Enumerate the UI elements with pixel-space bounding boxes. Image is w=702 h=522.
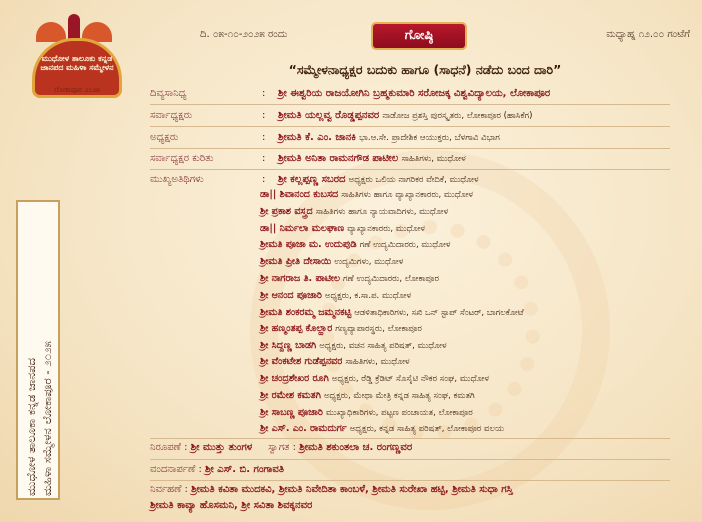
row-desc: ಭಾ.ಆ.ಸೇ. ಪ್ರಾದೇಶಿಕ ಆಯುಕ್ತರು, ಬೆಳಗಾವಿ ವಿಭಾಗ	[359, 133, 500, 143]
header-strip	[160, 26, 690, 48]
guest-item: ಡಾ|| ನಿರ್ಮಲಾ ಮಲಘಾಣ ವ್ಯಾಖ್ಯಾನಕಾರರು, ಮುಧೋಳ	[260, 223, 425, 234]
guest-item: ಶ್ರೀ ಹಣ್ಮಂತಪ್ಪ ಕೊಲ್ಹಾರ ಗಣ್ಯವ್ಯಾಪಾರಸ್ಥರು, ಲೋಕಾಪೂರ	[260, 323, 422, 334]
divider	[150, 459, 670, 460]
guest-item: ಶ್ರೀಮತಿ ಪೂಜಾ ಮ. ಉದುಪುಡಿ ಗಣೆ ಉದ್ಯಮಿದಾರರು, ಮುಧೋಳ	[260, 239, 451, 250]
guest-item: ಶ್ರೀಮತಿ ಶಂಕರಮ್ಮ ಜಮ್ಮನಕಟ್ಟಿ ಆಡಳಿತಾಧಿಕಾರಿಗಳು, ಸಖಿ ಒನ್ ಸ್ಟಾಪ್ ಸೆಂಟರ್, ಬಾಗಲಕೋಟೆ	[260, 307, 524, 318]
row-nirvahane: ನಿರ್ವಹಣೆ : ಶ್ರೀಮತಿ ಕವಿತಾ ಮುದಕವಿ, ಶ್ರೀಮತಿ ನಿವೇದಿತಾ ಕಾಂಬಳೆ, ಶ್ರೀಮತಿ ಸುರೇಖಾ ಹಟ್ಟಿ, ಶ್ರೀಮತಿ ಸುಧಾ ಗಸ್ತಿ	[150, 484, 513, 495]
vertical-line-2: ಮಹಿಳಾ ಸಮ್ಮೇಳನ ಲೋಕಾಪೂರ - ೨೦೨೫	[40, 341, 54, 496]
vandane-name: ಶ್ರೀ ಎಸ್. ಬಿ. ಗಂಗಾವತಿ	[205, 464, 285, 475]
row-name: ಶ್ರೀ ಕಲ್ಲಪ್ಪಣ್ಣ ಸಬರದ	[278, 174, 346, 185]
session-title: “ಸಮ್ಮೇಳನಾಧ್ಯಕ್ಷರ ಬದುಕು ಹಾಗೂ (ಸಾಧನೆ) ನಡೆದು ಬಂದ ದಾರಿ”	[288, 62, 562, 77]
divider	[150, 148, 670, 149]
row-label: ದಿವ್ಯಸಾನಿಧ್ಯ	[150, 88, 187, 99]
guest-item: ಶ್ರೀ ವೆಂಕಟೇಶ ಗುಡೆಪ್ಪನವರ ಸಾಹಿತಿಗಳು, ಮುಧೋಳ	[260, 356, 410, 367]
invitation-page: ಮುಧೋಳ ತಾಲೂಕು ಕನ್ನಡ ಜಾನಪದ ಮಹಿಳಾ ಸಮ್ಮೇಳನ ಲೋಕಾಪೂರ ೨೦೨೫ ಮುಧೋಳ ತಾಲೂಕಾ ಕನ್ನಡ ಜಾನಪದ ಮಹಿಳಾ ಸಮ್ಮೇಳನ ಲೋಕಾಪೂರ - ೨೦೨೫ ದಿ. ೦೫-೧೦-೨೦೨೫ ರಂದು ಗೋಷ್ಠಿ ಮಧ್ಯಾಹ್ನ ೧೨.೦೦ ಗಂಟೆಗೆ “ಸಮ್ಮೇಳನಾಧ್ಯಕ್ಷರ ಬದುಕು ಹಾಗೂ (ಸಾಧನೆ) ನಡೆದು ಬಂದ ದಾರಿ” ದಿವ್ಯಸಾನಿಧ್ಯ : ಶ್ರೀ ಈಶ್ವರಿಯ ರಾಜಯೋಗಿನಿ ಬ್ರಹ್ಮಕುಮಾರಿ ಸರೋಜಕ್ಕ ವಿಶ್ವವಿದ್ಯಾಲಯ, ಲೋಕಾಪೂರ ಸರ್ವಾಧ್ಯಕ್ಷರು : ಶ್ರೀಮತಿ ಯಲ್ಲವ್ವ ರೊಡ್ಡಪ್ಪನವರ ನಾಡೋಜ ಪ್ರಶಸ್ತಿ ಪುರಸ್ಕೃತರು, ಲೋಕಾಪೂರ (ಹಾಸಿಕೆಗ) ಅಧ್ಯಕ್ಷರು : ಶ್ರೀಮತಿ ಕೆ. ಎಂ. ಜಾನಕಿ ಭಾ.ಆ.ಸೇ. ಪ್ರಾದೇಶಿಕ ಆಯುಕ್ತರು, ಬೆಳಗಾವಿ ವಿಭಾಗ ಸರ್ವಾಧ್ಯಕ್ಷರ ಕುರಿತು : ಶ್ರೀಮತಿ ಅನಿತಾ ರಾಮನಗೌಡ ಪಾಟೀಲ ಸಾಹಿತಿಗಳು, ಮುಧೋಳ ಮುಖ್ಯಅತಿಥಿಗಳು : ಶ್ರೀ ಕಲ್ಲಪ್ಪಣ್ಣ ಸಬರದ ಅಧ್ಯಕ್ಷರು ಒಲಿಯ ನಾಗರಿಕರ ವೇದಿಕೆ, ಮುಧೋಳ ಡಾ|| ಶಿವಾನಂದ ಕುಬಸದ ಸಾಹಿತಿಗಳು ಹಾಗೂ ವ್ಯಾಖ್ಯಾನಕಾರರು, ಮುಧೋಳ ಶ್ರೀ ಪ್ರಕಾಶ ವಸ್ತ್ರದ ಸಾಹಿತಿಗಳು ಹಾಗೂ ನ್ಯಾಯವಾದಿಗಳು, ಮುಧೋಳ ಡಾ|| ನಿರ್ಮಲಾ ಮಲಘಾಣ ವ್ಯಾಖ್ಯಾನಕಾರರು, ಮುಧೋಳ ಶ್ರೀಮತಿ ಪೂಜಾ ಮ. ಉದುಪುಡಿ ಗಣೆ ಉದ್ಯಮಿದಾರರು, ಮುಧೋಳ ಶ್ರೀಮತಿ ಪ್ರೀತಿ ದೇಸಾಯಿ ಉದ್ಯಮಿಗಳು, ಮುಧೋಳ ಶ್ರೀ ನಾಗರಾಜ ತಿ. ಪಾಟೀಲ ಗಣೆ ಉದ್ಯಮಿದಾರರು, ಲೋಕಾಪೂರ ಶ್ರೀ ಆನಂದ ಪೂಜಾರಿ ಅಧ್ಯಕ್ಷರು, ಕ.ಸಾ.ಪ. ಮುಧೋಳ ಶ್ರೀಮತಿ ಶಂಕರಮ್ಮ ಜಮ್ಮನಕಟ್ಟಿ ಆಡಳಿತಾಧಿಕಾರಿಗಳು, ಸಖಿ ಒನ್ ಸ್ಟಾಪ್ ಸೆಂಟರ್, ಬಾಗಲಕೋಟೆ ಶ್ರೀ ಹಣ್ಮಂತಪ್ಪ ಕೊಲ್ಹಾರ ಗಣ್ಯವ್ಯಾಪಾರಸ್ಥರು, ಲೋಕಾಪೂರ ಶ್ರೀ ಸಿದ್ದಣ್ಣ ಬಾಡಗಿ ಅಧ್ಯಕ್ಷರು, ವಚನ ಸಾಹಿತ್ಯ ಪರಿಷತ್, ಮುಧೋಳ ಶ್ರೀ ವೆಂಕಟೇಶ ಗುಡೆಪ್ಪನವರ ಸಾಹಿತಿಗಳು, ಮುಧೋಳ ಶ್ರೀ ಚಂದ್ರಶೇಖರ ರೂಗಿ ಅಧ್ಯಕ್ಷರು, ರೆಡ್ಡಿ ಕ್ರೆಡಿಟ್ ಸೊಸೈಟಿ ನೌಕರ ಸಂಘ, ಮುಧೋಳ ಶ್ರೀ ರಮೇಶ ಕಮತಗಿ ಅಧ್ಯಕ್ಷರು, ಮೇಥಾ ಮೇತ್ರಿ ಕನ್ನಡ ಸಾಹಿತ್ಯ ಸಂಘ, ಕಮತಗಿ ಶ್ರೀ ಸಾಬಣ್ಣ ಪೂಜಾರಿ ಮುಖ್ಯಾಧಿಕಾರಿಗಳು, ಪಟ್ಟಣ ಪಂಚಾಯತ, ಲೋಕಾಪೂರ ಶ್ರೀ ಎಸ್. ಎಂ. ರಾಮದುರ್ಗ ಅಧ್ಯಕ್ಷರು, ಕನ್ನಡ ಸಾಹಿತ್ಯ ಪರಿಷತ್, ಲೋಕಾಪೂರ ವಲಯ ನಿರೂಪಣೆ : ಶ್ರೀ ಮುತ್ತು ತುಂಗಳ ಸ್ವಾಗತ : ಶ್ರೀಮತಿ ಶಕುಂತಲಾ ಚ. ರಂಗಣ್ಣವರ ವಂದನಾರ್ಪಣೆ : ಶ್ರೀ ಎಸ್. ಬಿ. ಗಂಗಾವತಿ ನಿರ್ವಹಣೆ : ಶ್ರೀಮತಿ ಕವಿತಾ ಮುದಕವಿ, ಶ್ರೀಮತಿ ನಿವೇದಿತಾ ಕಾಂಬಳೆ, ಶ್ರೀಮತಿ ಸುರೇಖಾ ಹಟ್ಟಿ, ಶ್ರೀಮತಿ ಸುಧಾ ಗಸ್ತಿ ಶ್ರೀಮತಿ ಕಾವ್ಯಾ ಹೊಸಮನಿ, ಶ್ರೀ ಸವಿತಾ ಶಿವಕ್ಕನವರ	[0, 0, 702, 522]
row-desc: ಸಾಹಿತಿಗಳು, ಮುಧೋಳ	[401, 154, 466, 164]
row-name: ಶ್ರೀಮತಿ ಕೆ. ಎಂ. ಜಾನಕಿ	[278, 132, 356, 143]
vertical-line-1: ಮುಧೋಳ ತಾಲೂಕಾ ಕನ್ನಡ ಜಾನಪದ	[24, 358, 38, 496]
row-label: ಅಧ್ಯಕ್ಷರು	[150, 132, 179, 143]
festival-logo	[18, 12, 130, 104]
guest-item: ಶ್ರೀ ಚಂದ್ರಶೇಖರ ರೂಗಿ ಅಧ್ಯಕ್ಷರು, ರೆಡ್ಡಿ ಕ್ರೆಡಿಟ್ ಸೊಸೈಟಿ ನೌಕರ ಸಂಘ, ಮುಧೋಳ	[260, 373, 489, 384]
row-name: ಶ್ರೀಮತಿ ಯಲ್ಲವ್ವ ರೊಡ್ಡಪ್ಪನವರ	[278, 110, 380, 121]
guest-item: ಶ್ರೀಮತಿ ಪ್ರೀತಿ ದೇಸಾಯಿ ಉದ್ಯಮಿಗಳು, ಮುಧೋಳ	[260, 256, 404, 267]
row-nirvahane-2	[150, 500, 312, 511]
row-desc: ನಾಡೋಜ ಪ್ರಶಸ್ತಿ ಪುರಸ್ಕೃತರು, ಲೋಕಾಪೂರ (ಹಾಸಿಕೆಗ)	[382, 111, 533, 121]
divider	[150, 104, 670, 105]
nirvahane-line-1: ಶ್ರೀಮತಿ ಕವಿತಾ ಮುದಕವಿ, ಶ್ರೀಮತಿ ನಿವೇದಿತಾ ಕಾಂಬಳೆ, ಶ್ರೀಮತಿ ಸುರೇಖಾ ಹಟ್ಟಿ, ಶ್ರೀಮತಿ ಸುಧಾ ಗಸ್ತಿ	[191, 484, 513, 495]
event-date: ದಿ. ೦೫-೧೦-೨೦೨೫ ರಂದು	[200, 29, 288, 40]
row-name: ಶ್ರೀ ಈಶ್ವರಿಯ ರಾಜಯೋಗಿನಿ ಬ್ರಹ್ಮಕುಮಾರಿ ಸರೋಜಕ್ಕ ವಿಶ್ವವಿದ್ಯಾಲಯ, ಲೋಕಾಪೂರ	[278, 88, 551, 99]
event-time: ಮಧ್ಯಾಹ್ನ ೧೨.೦೦ ಗಂಟೆಗೆ	[606, 29, 690, 40]
guest-item: ಶ್ರೀ ನಾಗರಾಜ ತಿ. ಪಾಟೀಲ ಗಣೆ ಉದ್ಯಮಿದಾರರು, ಲೋಕಾಪೂರ	[260, 273, 439, 284]
guest-item: ಶ್ರೀ ಸಾಬಣ್ಣ ಪೂಜಾರಿ ಮುಖ್ಯಾಧಿಕಾರಿಗಳು, ಪಟ್ಟಣ ಪಂಚಾಯತ, ಲೋಕಾಪೂರ	[260, 407, 473, 418]
guest-item: ಶ್ರೀ ಸಿದ್ದಣ್ಣ ಬಾಡಗಿ ಅಧ್ಯಕ್ಷರು, ವಚನ ಸಾಹಿತ್ಯ ಪರಿಷತ್, ಮುಧೋಳ	[260, 340, 447, 351]
logo-title: ಮುಧೋಳ ತಾಲೂಕು ಕನ್ನಡ ಜಾನಪದ ಮಹಿಳಾ ಸಮ್ಮೇಳನ	[40, 54, 114, 72]
niroopane-name: ಶ್ರೀ ಮುತ್ತು ತುಂಗಳ	[190, 442, 253, 453]
divider	[150, 169, 670, 170]
divider	[150, 126, 670, 127]
swagata-name: ಶ್ರೀಮತಿ ಶಕುಂತಲಾ ಚ. ರಂಗಣ್ಣವರ	[299, 442, 413, 453]
logo-subtitle: ಲೋಕಾಪೂರ ೨೦೨೫	[53, 86, 101, 94]
guest-item: ಶ್ರೀ ರಮೇಶ ಕಮತಗಿ ಅಧ್ಯಕ್ಷರು, ಮೇಥಾ ಮೇತ್ರಿ ಕನ್ನಡ ಸಾಹಿತ್ಯ ಸಂಘ, ಕಮತಗಿ	[260, 390, 475, 401]
row-vandane: ವಂದನಾರ್ಪಣೆ : ಶ್ರೀ ಎಸ್. ಬಿ. ಗಂಗಾವತಿ	[150, 464, 285, 475]
row-desc: ಅಧ್ಯಕ್ಷರು ಒಲಿಯ ನಾಗರಿಕರ ವೇದಿಕೆ, ಮುಧೋಳ	[348, 175, 479, 185]
guest-item: ಶ್ರೀ ಆನಂದ ಪೂಜಾರಿ ಅಧ್ಯಕ್ಷರು, ಕ.ಸಾ.ಪ. ಮುಧೋಳ	[260, 290, 412, 301]
guest-item: ಶ್ರೀ ಎಸ್. ಎಂ. ರಾಮದುರ್ಗ ಅಧ್ಯಕ್ಷರು, ಕನ್ನಡ ಸಾಹಿತ್ಯ ಪರಿಷತ್, ಲೋಕಾಪೂರ ವಲಯ	[260, 423, 505, 434]
divider	[150, 480, 670, 481]
row-label: ಮುಖ್ಯಅತಿಥಿಗಳು	[150, 174, 204, 185]
guest-item: ಶ್ರೀ ಪ್ರಕಾಶ ವಸ್ತ್ರದ ಸಾಹಿತಿಗಳು ಹಾಗೂ ನ್ಯಾಯವಾದಿಗಳು, ಮುಧೋಳ	[260, 206, 449, 217]
session-badge: ಗೋಷ್ಠಿ	[373, 24, 465, 48]
divider	[150, 438, 670, 439]
vertical-banner-text	[16, 200, 60, 500]
row-label: ಸರ್ವಾಧ್ಯಕ್ಷರ ಕುರಿತು	[150, 153, 214, 164]
row-label: ಸರ್ವಾಧ್ಯಕ್ಷರು	[150, 110, 193, 121]
row-name: ಶ್ರೀಮತಿ ಅನಿತಾ ರಾಮನಗೌಡ ಪಾಟೀಲ	[278, 153, 399, 164]
nirvahane-line-2: ಶ್ರೀಮತಿ ಕಾವ್ಯಾ ಹೊಸಮನಿ, ಶ್ರೀ ಸವಿತಾ ಶಿವಕ್ಕನವರ	[150, 500, 313, 511]
row-niroopane-swagata: ನಿರೂಪಣೆ : ಶ್ರೀ ಮುತ್ತು ತುಂಗಳ ಸ್ವಾಗತ : ಶ್ರೀಮತಿ ಶಕುಂತಲಾ ಚ. ರಂಗಣ್ಣವರ	[150, 442, 413, 453]
guest-item: ಡಾ|| ಶಿವಾನಂದ ಕುಬಸದ ಸಾಹಿತಿಗಳು ಹಾಗೂ ವ್ಯಾಖ್ಯಾನಕಾರರು, ಮುಧೋಳ	[260, 189, 474, 200]
dancer-figure-icon	[68, 14, 80, 40]
